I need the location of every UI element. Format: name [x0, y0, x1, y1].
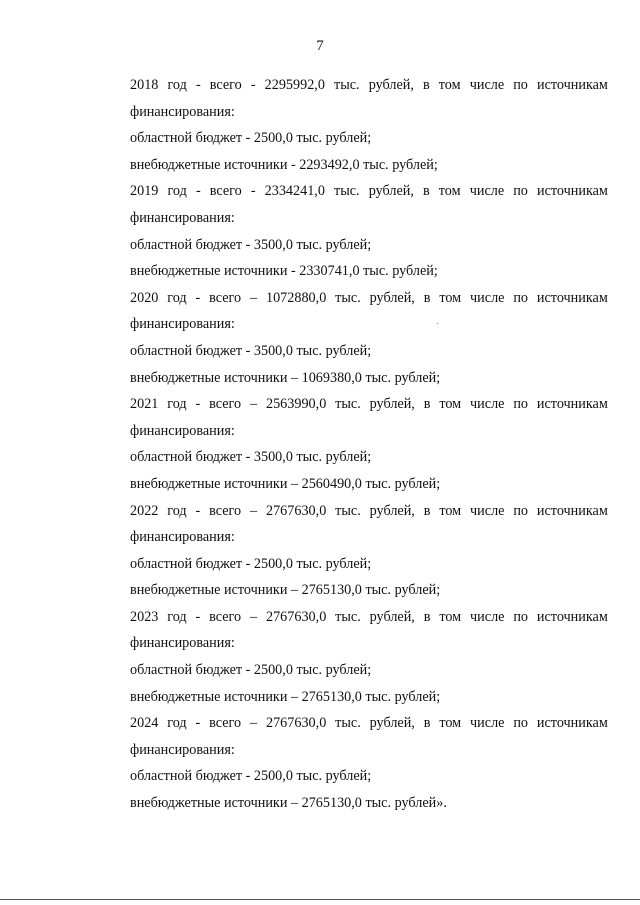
word: -: [195, 608, 201, 625]
scan-speck: [437, 323, 438, 324]
word: -: [250, 183, 256, 200]
word: –: [250, 396, 258, 413]
word: источникам: [537, 77, 608, 93]
word: 2767630,0: [265, 502, 327, 519]
word: -: [195, 502, 201, 519]
word: том: [439, 396, 462, 413]
word: источникам: [536, 289, 608, 306]
heading-continuation: финансирования:: [130, 316, 235, 333]
word: тыс.: [335, 608, 361, 625]
word: всего: [209, 396, 242, 413]
word: 2295992,0: [264, 77, 325, 93]
word: в: [423, 77, 430, 93]
word: –: [250, 608, 258, 625]
year-block-2019: [130, 178, 608, 284]
word: 2563990,0: [265, 396, 327, 413]
year-heading: [130, 710, 608, 737]
year-block-2020: [130, 285, 608, 391]
word: числе: [469, 77, 505, 93]
word: том: [439, 608, 462, 625]
year-heading: [130, 604, 608, 631]
word: по: [513, 77, 528, 93]
word: –: [250, 289, 258, 306]
word: по: [513, 289, 529, 306]
word: источникам: [537, 183, 608, 200]
word: -: [195, 715, 201, 732]
word: год: [167, 183, 187, 200]
word: источникам: [536, 502, 608, 519]
year-block-2022: [130, 498, 608, 604]
financing-text: [130, 72, 608, 817]
year-heading: [130, 285, 608, 312]
word: всего: [209, 77, 242, 93]
year-block-2018: [130, 72, 608, 178]
word: по: [513, 396, 529, 413]
word: 2022: [130, 502, 159, 519]
extrabudgetary-line: внебюджетные источники – 2765130,0 тыс. рублей;: [130, 688, 441, 705]
word: в: [423, 396, 431, 413]
regional-budget-line: областной бюджет - 3500,0 тыс. рублей;: [130, 236, 372, 253]
word: 1072880,0: [265, 289, 327, 306]
word: источникам: [536, 608, 608, 625]
extrabudgetary-line: внебюджетные источники - 2293492,0 тыс. рублей;: [130, 156, 438, 173]
word: всего: [209, 608, 242, 625]
regional-budget-line: областной бюджет - 3500,0 тыс. рублей;: [130, 449, 372, 466]
word: -: [195, 396, 201, 413]
word: в: [423, 502, 431, 519]
word: том: [438, 183, 461, 200]
word: рублей,: [369, 289, 415, 306]
word: всего: [209, 715, 242, 732]
regional-budget-line: областной бюджет - 2500,0 тыс. рублей;: [130, 555, 372, 572]
word: 2018: [130, 77, 159, 93]
word: числе: [469, 183, 505, 200]
word: том: [438, 77, 461, 93]
word: год: [167, 396, 187, 413]
word: тыс.: [335, 289, 361, 306]
heading-continuation: финансирования:: [130, 209, 235, 226]
word: год: [167, 608, 187, 625]
word: 2023: [130, 608, 159, 625]
year-block-2023: [130, 604, 608, 710]
heading-continuation: финансирования:: [130, 422, 235, 439]
word: 2024: [130, 715, 159, 732]
year-block-2024: [130, 710, 608, 816]
word: рублей,: [369, 715, 415, 732]
word: в: [423, 289, 431, 306]
word: рублей,: [368, 183, 414, 200]
word: -: [195, 183, 201, 200]
extrabudgetary-line: внебюджетные источники – 2765130,0 тыс. рублей».: [130, 795, 447, 812]
extrabudgetary-line: внебюджетные источники – 1069380,0 тыс. рублей;: [130, 369, 441, 386]
word: всего: [209, 502, 242, 519]
extrabudgetary-line: внебюджетные источники - 2330741,0 тыс. рублей;: [130, 263, 438, 280]
word: тыс.: [335, 396, 361, 413]
word: всего: [209, 183, 242, 200]
word: тыс.: [335, 502, 361, 519]
word: -: [195, 77, 201, 93]
word: том: [439, 289, 462, 306]
heading-continuation: финансирования:: [130, 103, 235, 120]
word: год: [167, 502, 187, 519]
word: тыс.: [335, 715, 361, 732]
word: по: [513, 502, 529, 519]
word: числе: [470, 396, 505, 413]
word: по: [513, 608, 529, 625]
year-block-2021: [130, 391, 608, 497]
word: 2020: [130, 289, 159, 306]
word: том: [439, 502, 462, 519]
word: тыс.: [334, 77, 360, 93]
word: 2021: [130, 396, 159, 413]
word: в: [423, 183, 430, 200]
extrabudgetary-line: внебюджетные источники – 2560490,0 тыс. рублей;: [130, 475, 441, 492]
word: источникам: [536, 715, 608, 732]
heading-continuation: финансирования:: [130, 741, 235, 758]
year-heading: [130, 498, 608, 525]
word: год: [167, 715, 187, 732]
word: –: [250, 715, 258, 732]
regional-budget-line: областной бюджет - 2500,0 тыс. рублей;: [130, 768, 372, 785]
word: –: [250, 502, 258, 519]
regional-budget-line: областной бюджет - 3500,0 тыс. рублей;: [130, 342, 372, 359]
word: 2767630,0: [265, 715, 327, 732]
word: по: [513, 183, 528, 200]
extrabudgetary-line: внебюджетные источники – 2765130,0 тыс. рублей;: [130, 582, 441, 599]
word: рублей,: [368, 77, 414, 93]
heading-continuation: финансирования:: [130, 529, 235, 546]
word: 2334241,0: [264, 183, 325, 200]
heading-continuation: финансирования:: [130, 635, 235, 652]
word: -: [250, 77, 256, 93]
word: числе: [470, 289, 505, 306]
word: год: [167, 289, 187, 306]
word: -: [195, 289, 201, 306]
page-number: 7: [316, 38, 324, 54]
word: 2767630,0: [265, 608, 327, 625]
word: в: [423, 608, 431, 625]
word: по: [513, 715, 529, 732]
footer-rule: [0, 899, 640, 900]
word: в: [423, 715, 431, 732]
word: всего: [209, 289, 242, 306]
year-heading: [130, 391, 608, 418]
word: числе: [470, 608, 505, 625]
word: источникам: [536, 396, 608, 413]
word: числе: [470, 502, 505, 519]
year-heading: [130, 178, 608, 205]
word: тыс.: [334, 183, 360, 200]
regional-budget-line: областной бюджет - 2500,0 тыс. рублей;: [130, 662, 372, 679]
word: год: [167, 77, 187, 93]
year-heading: [130, 72, 608, 99]
word: рублей,: [369, 608, 415, 625]
word: 2019: [130, 183, 159, 200]
word: том: [439, 715, 462, 732]
regional-budget-line: областной бюджет - 2500,0 тыс. рублей;: [130, 130, 372, 147]
word: числе: [470, 715, 505, 732]
word: рублей,: [369, 502, 415, 519]
word: рублей,: [369, 396, 415, 413]
